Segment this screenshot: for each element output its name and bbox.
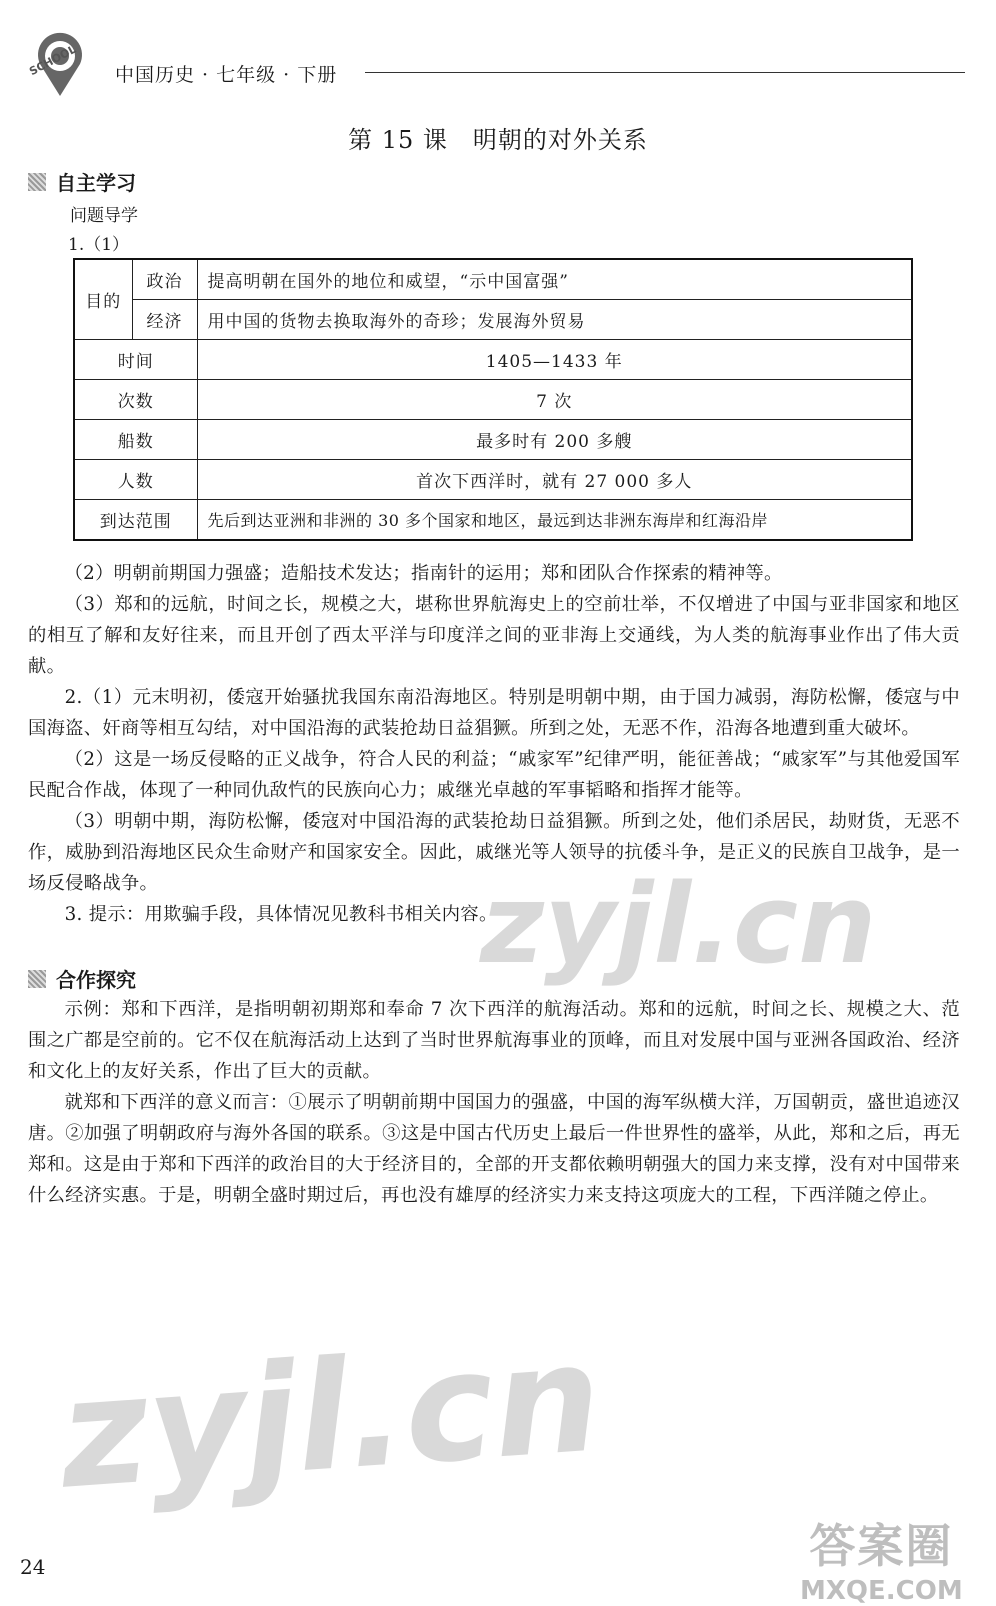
section-marker-icon bbox=[28, 173, 46, 191]
table-row bbox=[74, 460, 912, 500]
table-row-label: 船数 bbox=[74, 420, 197, 460]
table-row-value: 首次下西洋时，就有 27 000 多人 bbox=[197, 460, 912, 500]
table-row bbox=[74, 420, 912, 460]
table-row-value: 提高明朝在国外的地位和威望，“示中国富强” bbox=[197, 259, 912, 300]
section-marker-icon bbox=[28, 970, 46, 988]
answer-paragraph: 示例：郑和下西洋，是指明朝初期郑和奉命 7 次下西洋的航海活动。郑和的远航，时间之长、规模之大、范围之广都是空前的。它不仅在航海活动上达到了当时世界航海事业的顶峰，而且对发展中国与亚洲各国政治、经济和文化上的友好关系，作出了巨大的贡献。 bbox=[28, 999, 960, 1082]
purpose-label: 目的 bbox=[74, 259, 132, 340]
table-row-value: 先后到达亚洲和非洲的 30 多个国家和地区，最远到达非洲东海岸和红海沿岸 bbox=[197, 500, 912, 541]
table-row-value: 用中国的货物去换取海外的奇珍；发展海外贸易 bbox=[197, 300, 912, 340]
page-header bbox=[20, 30, 960, 100]
item-number: 1.（1） bbox=[68, 235, 130, 255]
corner-watermark-en: MXQE.COM bbox=[800, 1576, 963, 1606]
lesson-title: 第 15 课 明朝的对外关系 bbox=[348, 126, 648, 154]
answer-paragraph: 2.（1）元末明初，倭寇开始骚扰我国东南沿海地区。特别是明朝中期，由于国力减弱，海防松懈，倭寇与中国海盗、奸商等相互勾结，对中国沿海的武装抢劫日益猖獗。所到之处，无恶不作，沿海各地遭到重大破坏。 bbox=[28, 687, 960, 739]
watermark-bottom: zyjl.cn bbox=[54, 1311, 607, 1523]
section-heading-self-study: 自主学习 bbox=[28, 167, 136, 196]
cooperation-block bbox=[28, 994, 960, 1211]
table-row-label: 次数 bbox=[74, 380, 197, 420]
header-rule bbox=[365, 72, 965, 73]
table-row-value: 1405—1433 年 bbox=[197, 340, 912, 380]
table-row-label: 经济 bbox=[132, 300, 197, 340]
table-row bbox=[74, 340, 912, 380]
school-logo-icon bbox=[20, 30, 100, 100]
answer-paragraph: 3. 提示：用欺骗手段，具体情况见教科书相关内容。 bbox=[64, 904, 498, 925]
table-row bbox=[74, 380, 912, 420]
svg-text:SCHOOL: SCHOOL bbox=[27, 42, 79, 79]
table-row bbox=[74, 259, 912, 300]
table-row-value: 7 次 bbox=[197, 380, 912, 420]
answer-paragraph: （3）郑和的远航，时间之长，规模之大，堪称世界航海史上的空前壮举，不仅增进了中国与亚非国家和地区的相互了解和友好往来，而且开创了西太平洋与印度洋之间的亚非海上交通线，为人类的航海事业作出了伟大贡献。 bbox=[28, 594, 960, 677]
book-title: 中国历史 · 七年级 · 下册 bbox=[115, 64, 338, 86]
answer-paragraph: 就郑和下西洋的意义而言：①展示了明朝前期中国国力的强盛，中国的海军纵横大洋，万国朝贡，盛世追迹汉唐。②加强了明朝政府与海外各国的联系。③这是中国古代历史上最后一件世界性的盛举，从此，郑和之后，再无郑和。这是由于郑和下西洋的政治目的大于经济目的，全部的开支都依赖明朝强大的国力来支撑，没有对中国带来什么经济实惠。于是，明朝全盛时期过后，再也没有雄厚的经济实力来支持这项庞大的工程，下西洋随之停止。 bbox=[28, 1092, 960, 1206]
table-row-label: 政治 bbox=[132, 259, 197, 300]
page-number: 24 bbox=[20, 1555, 46, 1579]
table-row-value: 最多时有 200 多艘 bbox=[197, 420, 912, 460]
answer-paragraph: （2）明朝前期国力强盛；造船技术发达；指南针的运用；郑和团队合作探索的精神等。 bbox=[64, 563, 783, 584]
corner-watermark bbox=[800, 1510, 963, 1606]
table-row-label: 到达范围 bbox=[74, 500, 197, 541]
table-row-label: 时间 bbox=[74, 340, 197, 380]
watermark-mid: zyjl.cn bbox=[480, 860, 877, 988]
answer-paragraph: （3）明朝中期，海防松懈，倭寇对中国沿海的武装抢劫日益猖獗。所到之处，他们杀居民，劫财货，无恶不作，威胁到沿海地区民众生命财产和国家安全。因此，戚继光等人领导的抗倭斗争，是正义的民族自卫战争，是一场反侵略战争。 bbox=[28, 811, 960, 894]
section-heading-cooperation: 合作探究 bbox=[28, 964, 136, 993]
answer-paragraph: （2）这是一场反侵略的正义战争，符合人民的利益；“戚家军”纪律严明，能征善战；“戚家军”与其他爱国军民配合作战，体现了一种同仇敌忾的民族向心力；戚继光卓越的军事韬略和指挥才能等。 bbox=[28, 749, 960, 801]
subsection-title: 问题导学 bbox=[70, 206, 138, 226]
voyage-table bbox=[73, 258, 913, 541]
table-row bbox=[74, 500, 912, 541]
table-row bbox=[74, 300, 912, 340]
table-row-label: 人数 bbox=[74, 460, 197, 500]
corner-watermark-cn: 答案圈 bbox=[809, 1519, 954, 1573]
